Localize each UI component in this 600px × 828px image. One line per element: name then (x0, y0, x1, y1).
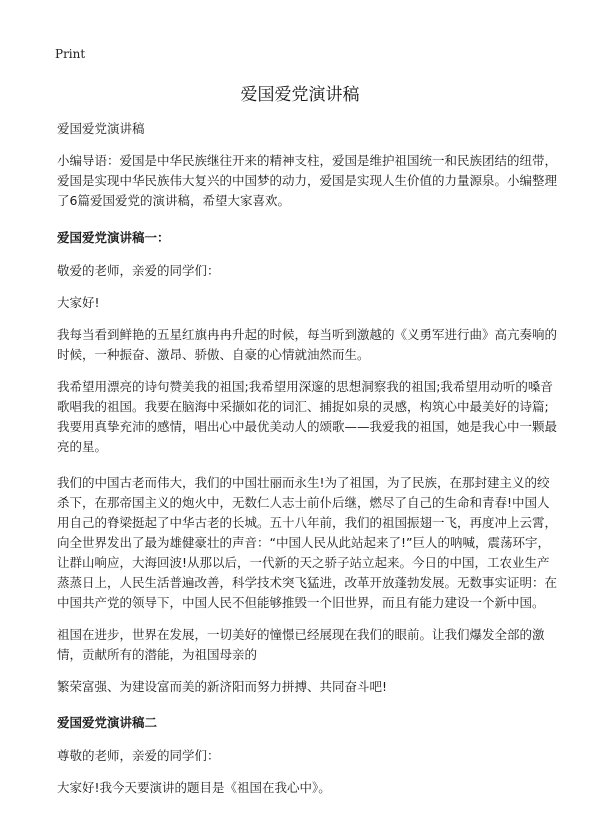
section-heading-1: 爱国爱党演讲稿一： (57, 230, 170, 245)
section-heading-2: 爱国爱党演讲稿二 (57, 715, 158, 730)
paragraph-2-1: 大家好!我今天要演讲的题目是《祖国在我心中》。 (57, 780, 331, 795)
paragraph-1-5: 繁荣富强、为建设富而美的新济阳而努力拼搏、共同奋斗吧! (57, 679, 388, 694)
paragraph-1-4: 祖国在进步，世界在发展，一切美好的憧憬已经展现在我们的眼前。让我们爆发全部的激情，贡献所有的潜能，为祖国母亲的 (57, 627, 545, 662)
editor-intro: 小编导语：爱国是中华民族继往开来的精神支柱，爱国是维护祖国统一和民族团结的纽带，爱国是实现中华民族伟大复兴的中国梦的动力，爱国是实现人生价值的力量源泉。小编整理了6篇爱国爱党的演讲稿，希望大家喜欢。 (57, 153, 558, 208)
paragraph-1-1: 我每当看到鲜艳的五星红旗冉冉升起的时候，每当听到激越的《义勇军进行曲》高亢奏响的时候，一种振奋、激昂、骄傲、自豪的心情就油然而生。 (57, 327, 558, 362)
document-body (57, 119, 557, 810)
document-title: 爱国爱党演讲稿 (240, 85, 360, 105)
paragraph-1-3: 我们的中国古老而伟大，我们的中国壮丽而永生!为了祖国，为了民族，在那封建主义的绞杀下，在那帝国主义的炮火中，无数仁人志士前仆后继，燃尽了自己的生命和青春!中国人用自己的脊梁挺起了中华古老的长城。五十八年前，我们的祖国振翅一飞，再度冲上云霄，向全世界发出了最为雄健豪壮的声音：“中国人民从此站起来了!”巨人的呐喊，震荡环宇，让群山响应，大海回波!从那以后，一代新的天之骄子站立起来。今日的中国，工农业生产蒸蒸日上，人民生活普遍改善，科学技术突飞猛进，改革开放蓬勃发展。无数事实证明：在中国共产党的领导下，中国人民不但能够推毁一个旧世界，而且有能力建设一个新中国。 (57, 475, 558, 610)
print-link[interactable]: Print (55, 47, 86, 61)
greeting-1: 大家好! (57, 295, 100, 310)
document-subtitle: 爱国爱党演讲稿 (57, 121, 145, 136)
salutation-2: 尊敬的老师，亲爱的同学们： (57, 748, 220, 763)
salutation-1: 敬爱的老师，亲爱的同学们： (57, 263, 220, 278)
paragraph-1-2: 我希望用漂亮的诗句赞美我的祖国;我希望用深邃的思想洞察我的祖国;我希望用动听的嗓音歌唱我的祖国。我要在脑海中采撷如花的词汇、捕捉如泉的灵感，构筑心中最美好的诗篇;我要用真挚充沛的感情，唱出心中最优美动人的颂歌——我爱我的祖国，她是我心中一颗最亮的星。 (57, 379, 558, 454)
